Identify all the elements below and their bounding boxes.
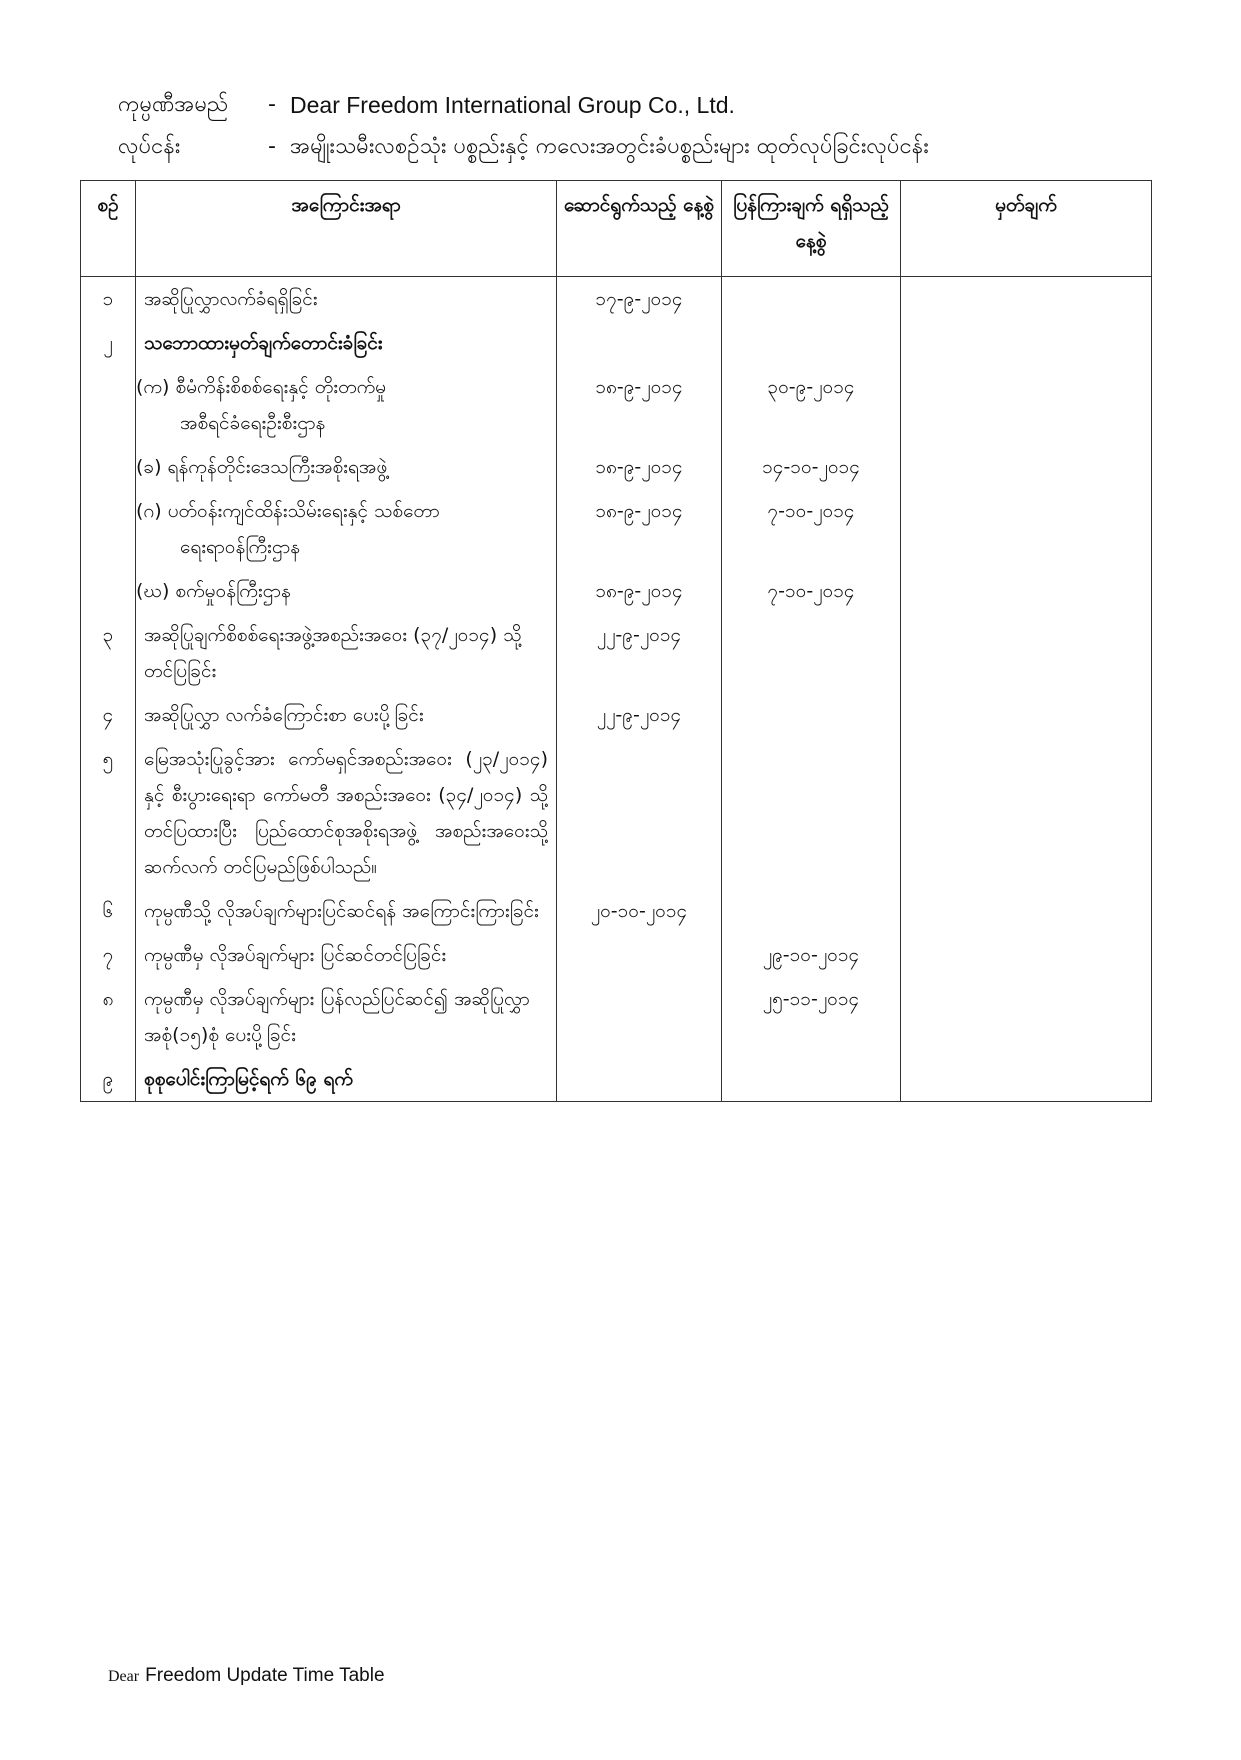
row-remark (901, 1057, 1152, 1102)
row-reply-date: ၂၅-၁၁-၂၀၁၄ (722, 977, 901, 1057)
row-description: သဘောထားမှတ်ချက်တောင်းခံခြင်း (136, 321, 557, 365)
row-description-line1: (ခ) ရန်ကုန်တိုင်းဒေသကြီးအစိုးရအဖွဲ့ (136, 456, 388, 478)
row-remark (901, 693, 1152, 737)
row-no: ၈ (81, 977, 136, 1057)
row-description: စုစုပေါင်းကြာမြင့်ရက် ၆၉ ရက် (136, 1057, 557, 1102)
company-dash: - (268, 92, 276, 117)
row-description: ကုမ္ပဏီသို့ လိုအပ်ချက်များပြင်ဆင်ရန် အကြောင်းကြားခြင်း (136, 889, 557, 933)
row-description: ကုမ္ပဏီမှ လိုအပ်ချက်များ ပြင်ဆင်တင်ပြခြင်း (136, 933, 557, 977)
table-row (81, 277, 1152, 322)
business-dash: - (268, 134, 276, 159)
table-row (81, 613, 1152, 693)
company-label: ကုမ္ပဏီအမည် (118, 92, 229, 117)
row-no (81, 489, 136, 569)
row-submitted-date (557, 321, 722, 365)
row-reply-date: ၁၄-၁၀-၂၀၁၄ (722, 445, 901, 489)
row-description-line2: ရေးရာဝန်ကြီးဌာန (180, 536, 301, 558)
footer-text-part2: Freedom Update Time Table (145, 1665, 385, 1686)
row-description: အဆိုပြုလွှာလက်ခံရရှိခြင်း (136, 277, 557, 322)
table-header-row (81, 181, 1152, 277)
row-reply-date (722, 1057, 901, 1102)
row-no (81, 365, 136, 445)
row-description (136, 569, 557, 613)
row-remark (901, 933, 1152, 977)
row-reply-date (722, 321, 901, 365)
row-submitted-date: ၁၈-၉-၂၀၁၄ (557, 569, 722, 613)
row-remark (901, 321, 1152, 365)
header-reply-date: ပြန်ကြားချက် ရရှိသည့် နေ့စွဲ (722, 181, 901, 277)
table-row (81, 889, 1152, 933)
row-remark (901, 889, 1152, 933)
row-submitted-date: ၁၈-၉-၂၀၁၄ (557, 445, 722, 489)
row-submitted-date (557, 737, 722, 889)
row-submitted-date: ၂၀-၁၀-၂၀၁၄ (557, 889, 722, 933)
timeline-table (80, 180, 1152, 1102)
footer-text-part1: Dear (108, 1668, 140, 1685)
table-row (81, 321, 1152, 365)
row-remark (901, 489, 1152, 569)
document-header (118, 84, 929, 168)
header-no: စဉ် (81, 181, 136, 277)
header-remark: မှတ်ချက် (901, 181, 1152, 277)
row-description (136, 445, 557, 489)
table-row (81, 445, 1152, 489)
row-remark (901, 613, 1152, 693)
row-description (136, 365, 557, 445)
row-description: အဆိုပြုလွှာ လက်ခံကြောင်းစာ ပေးပို့ခြင်း (136, 693, 557, 737)
header-description: အကြောင်းအရာ (136, 181, 557, 277)
row-submitted-date (557, 977, 722, 1057)
table-row (81, 1057, 1152, 1102)
row-description: မြေအသုံးပြုခွင့်အား ကော်မရှင်အစည်းအဝေး (၂၃/၂၀၁၄) နှင့် စီးပွားရေးရာ ကော်မတီ အစည်းအဝေး (၃၄/၂၀၁၄) သို့ တင်ပြထားပြီး ပြည်ထောင်စုအစိုးရအဖွဲ့ အစည်းအဝေးသို့ ဆက်လက် တင်ပြမည်ဖြစ်ပါသည်။ (136, 737, 557, 889)
row-remark (901, 445, 1152, 489)
row-no: ၅ (81, 737, 136, 889)
table-row (81, 977, 1152, 1057)
business-description: အမျိုးသမီးလစဉ်သုံး ပစ္စည်းနှင့် ကလေးအတွင်းခံပစ္စည်းများ ထုတ်လုပ်ခြင်းလုပ်ငန်း (290, 134, 929, 159)
row-description-line1: (ဂ) ပတ်ဝန်းကျင်ထိန်းသိမ်းရေးနှင့် သစ်တော (136, 500, 440, 522)
row-submitted-date: ၁၈-၉-၂၀၁၄ (557, 489, 722, 569)
business-row (118, 126, 929, 168)
company-row (118, 84, 929, 126)
row-description: အဆိုပြုချက်စိစစ်ရေးအဖွဲ့အစည်းအဝေး (၃၇/၂၀၁၄) သို့ တင်ပြခြင်း (136, 613, 557, 693)
row-description: ကုမ္ပဏီမှ လိုအပ်ချက်များ ပြန်လည်ပြင်ဆင်၍ အဆိုပြုလွှာ အစုံ(၁၅)စုံ ပေးပို့ခြင်း (136, 977, 557, 1057)
table-row (81, 693, 1152, 737)
row-reply-date: ၃၀-၉-၂၀၁၄ (722, 365, 901, 445)
row-reply-date (722, 889, 901, 933)
table-row (81, 365, 1152, 445)
row-description-line1: (ဃ) စက်မှုဝန်ကြီးဌာန (136, 580, 291, 602)
row-submitted-date: ၁၈-၉-၂၀၁၄ (557, 365, 722, 445)
company-name: Dear Freedom International Group Co., Ltd. (290, 92, 735, 118)
row-description (136, 489, 557, 569)
row-reply-date (722, 277, 901, 322)
row-submitted-date (557, 1057, 722, 1102)
row-reply-date (722, 737, 901, 889)
row-no: ၁ (81, 277, 136, 322)
row-no: ၇ (81, 933, 136, 977)
row-reply-date (722, 613, 901, 693)
row-description-line2: အစီရင်ခံရေးဦးစီးဌာန (180, 412, 326, 434)
header-submitted-date: ဆောင်ရွက်သည့် နေ့စွဲ (557, 181, 722, 277)
row-no: ၆ (81, 889, 136, 933)
row-remark (901, 569, 1152, 613)
business-label: လုပ်ငန်း (118, 134, 181, 159)
page-footer (108, 1664, 385, 1687)
row-reply-date: ၇-၁၀-၂၀၁၄ (722, 569, 901, 613)
row-remark (901, 365, 1152, 445)
row-no (81, 569, 136, 613)
row-no: ၃ (81, 613, 136, 693)
row-remark (901, 277, 1152, 322)
row-remark (901, 977, 1152, 1057)
row-reply-date: ၂၉-၁၀-၂၀၁၄ (722, 933, 901, 977)
row-no (81, 445, 136, 489)
row-submitted-date (557, 933, 722, 977)
row-description-line1: (က) စီမံကိန်းစိစစ်ရေးနှင့် တိုးတက်မှု (136, 376, 387, 398)
row-submitted-date: ၂၂-၉-၂၀၁၄ (557, 693, 722, 737)
row-submitted-date: ၂၂-၉-၂၀၁၄ (557, 613, 722, 693)
row-remark (901, 737, 1152, 889)
row-no: ၄ (81, 693, 136, 737)
table-row (81, 569, 1152, 613)
table-row (81, 933, 1152, 977)
row-submitted-date: ၁၇-၉-၂၀၁၄ (557, 277, 722, 322)
table-row (81, 489, 1152, 569)
table-row (81, 737, 1152, 889)
row-reply-date (722, 693, 901, 737)
row-no: ၉ (81, 1057, 136, 1102)
row-no: ၂ (81, 321, 136, 365)
row-reply-date: ၇-၁၀-၂၀၁၄ (722, 489, 901, 569)
